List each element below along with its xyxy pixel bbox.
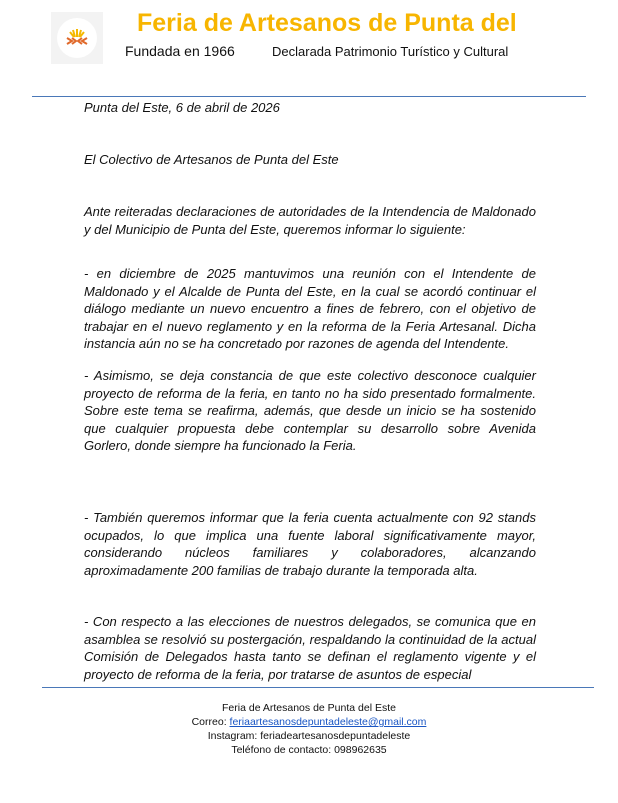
- sender-line: El Colectivo de Artesanos de Punta del Este: [84, 152, 339, 167]
- logo: [51, 12, 103, 64]
- paragraph: - en diciembre de 2025 mantuvimos una reunión con el Intendente de Maldonado y el Alcalde de Punta del Este, en la cual se acordó continuar el diálogo mediante un nuevo encuentro a fines de febrero, con el objetivo de trabajar en el nuevo reglamento y en la reforma de la Feria Artesanal. Dicha instancia aún no se ha concretado por razones de agenda del Intendente.: [84, 266, 536, 352]
- paragraph: Ante reiteradas declaraciones de autoridades de la Intendencia de Maldonado y del Municipio de Punta del Este, queremos informar lo siguiente:: [84, 204, 536, 237]
- footer-name: Feria de Artesanos de Punta del Este: [222, 702, 396, 714]
- paragraph: - Asimismo, se deja constancia de que este colectivo desconoce cualquier proyecto de reforma de la feria, en tanto no ha sido presentado formalmente. Sobre este tema se reafirma, además, que desde un inicio se ha sostenido que cualquier propuesta debe contemplar su desarrollo sobre Avenida Gorlero, donde siempre ha funcionado la Feria.: [84, 368, 536, 454]
- footer-phone: Teléfono de contacto: 098962635: [231, 744, 387, 756]
- email-label: Correo:: [191, 716, 230, 728]
- paragraph: - También queremos informar que la feria cuenta actualmente con 92 stands ocupados, lo que implica una fuente laboral significativamente mayor, considerando núcleos familiares y colaboradores, alcanzando aproximadamente 200 familias de trabajo durante la temporada alta.: [84, 510, 536, 578]
- footer-email-line: [0, 715, 618, 729]
- email-link[interactable]: feriaartesanosdepuntadeleste@gmail.com: [229, 716, 427, 728]
- footer-instagram: Instagram: feriadeartesanosdepuntadeleste: [207, 730, 411, 742]
- header-title: Feria de Artesanos de Punta del: [137, 9, 517, 37]
- footer: [0, 701, 618, 757]
- date-line: Punta del Este, 6 de abril de 2026: [84, 100, 280, 115]
- letter-body: [0, 96, 618, 688]
- footer-rule: [42, 687, 594, 688]
- founded-text: Fundada en 1966: [125, 43, 235, 59]
- sun-emblem-icon: [64, 27, 90, 49]
- declared-text: Declarada Patrimonio Turístico y Cultural: [272, 44, 509, 59]
- paragraph: - Con respecto a las elecciones de nuestros delegados, se comunica que en asamblea se resolvió su postergación, respaldando la continuidad de la actual Comisión de Delegados hasta tanto se definan el reglamento vigente y el proyecto de reforma de la feria, por tratarse de asuntos de especial: [84, 614, 536, 682]
